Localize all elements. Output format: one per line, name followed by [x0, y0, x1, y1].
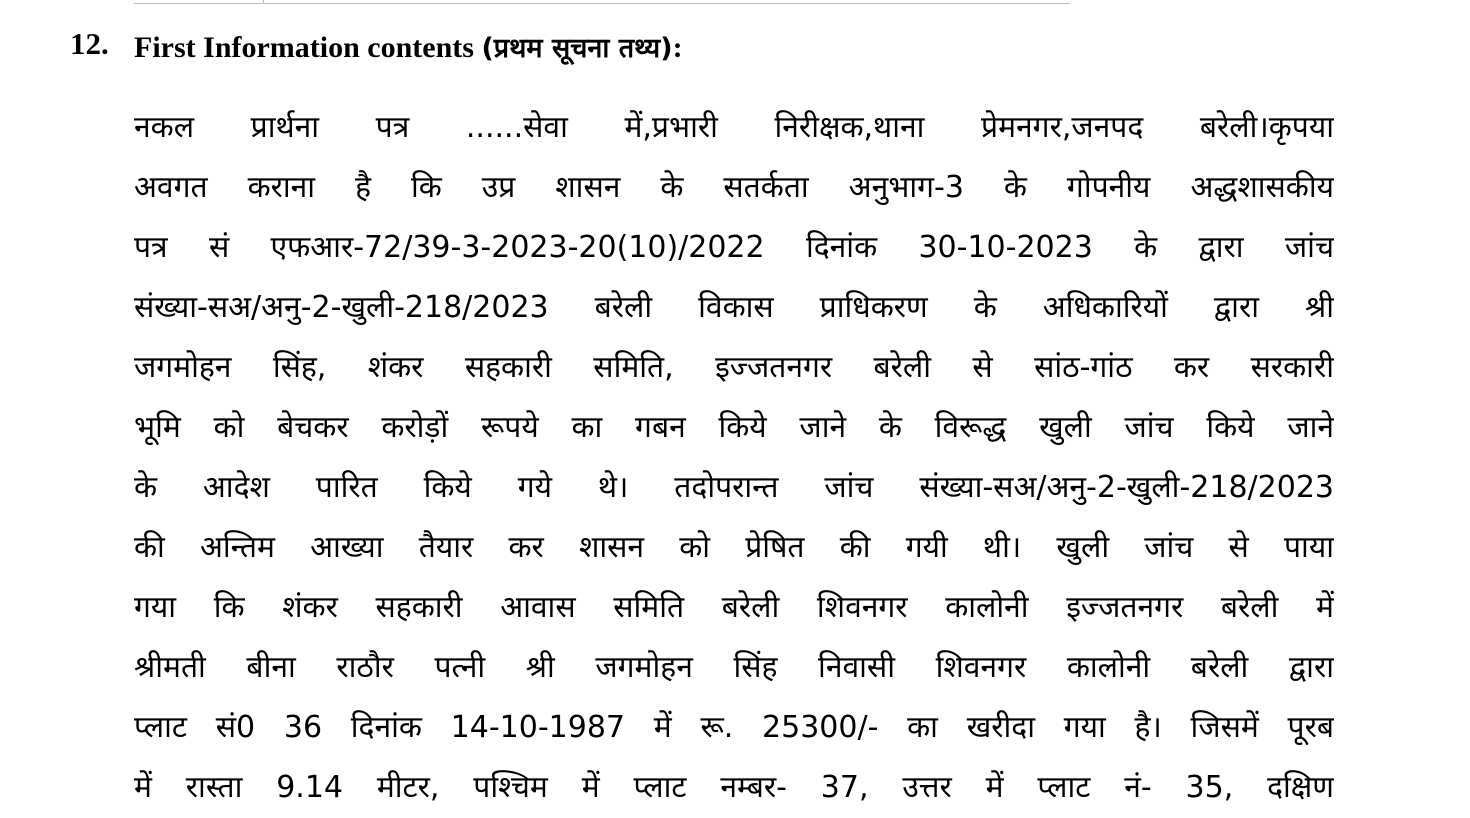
- section-heading: [134, 28, 683, 69]
- body-line-1: नकल प्रार्थना पत्र ......सेवा में,प्रभारी निरीक्षक,थाना प्रेमनगर,जनपद बरेली।कृपया: [134, 110, 1334, 145]
- body-line-9: गया कि शंकर सहकारी आवास समिति बरेली शिवनगर कालोनी इज्जतनगर बरेली में: [134, 590, 1334, 625]
- section-heading-colon: :: [672, 31, 683, 64]
- body-line-2: अवगत कराना है कि उप्र शासन के सतर्कता अनुभाग-3 के गोपनीय अद्धशासकीय: [134, 170, 1334, 205]
- top-border-divider: [263, 0, 264, 3]
- section-number: 12.: [70, 26, 109, 61]
- section-heading-hindi: (प्रथम सूचना तथ्य): [481, 33, 673, 64]
- body-line-3: पत्र सं एफआर-72/39-3-2023-20(10)/2022 दिनांक 30-10-2023 के द्वारा जांच: [134, 230, 1334, 265]
- body-line-8: की अन्तिम आख्या तैयार कर शासन को प्रेषित की गयी थी। खुली जांच से पाया: [134, 530, 1334, 565]
- body-line-7: के आदेश पारित किये गये थे। तदोपरान्त जांच संख्या-सअ/अनु-2-खुली-218/2023: [134, 470, 1334, 505]
- top-border-line: [134, 0, 1070, 4]
- body-line-12: में रास्ता 9.14 मीटर, पश्चिम में प्लाट नम्बर- 37, उत्तर में प्लाट नं- 35, दक्षिण: [134, 770, 1334, 805]
- body-line-4: संख्या-सअ/अनु-2-खुली-218/2023 बरेली विकास प्राधिकरण के अधिकारियों द्वारा श्री: [134, 290, 1334, 325]
- first-information-body: [134, 98, 1374, 818]
- section-heading-english: First Information contents: [134, 31, 482, 64]
- body-line-5: जगमोहन सिंह, शंकर सहकारी समिति, इज्जतनगर बरेली से सांठ-गांठ कर सरकारी: [134, 350, 1334, 385]
- body-line-10: श्रीमती बीना राठौर पत्नी श्री जगमोहन सिंह निवासी शिवनगर कालोनी बरेली द्वारा: [134, 650, 1334, 685]
- body-line-11: प्लाट सं0 36 दिनांक 14-10-1987 में रू. 25300/- का खरीदा गया है। जिसमें पूरब: [134, 710, 1334, 745]
- body-line-6: भूमि को बेचकर करोड़ों रूपये का गबन किये जाने के विरूद्ध खुली जांच किये जाने: [134, 410, 1334, 445]
